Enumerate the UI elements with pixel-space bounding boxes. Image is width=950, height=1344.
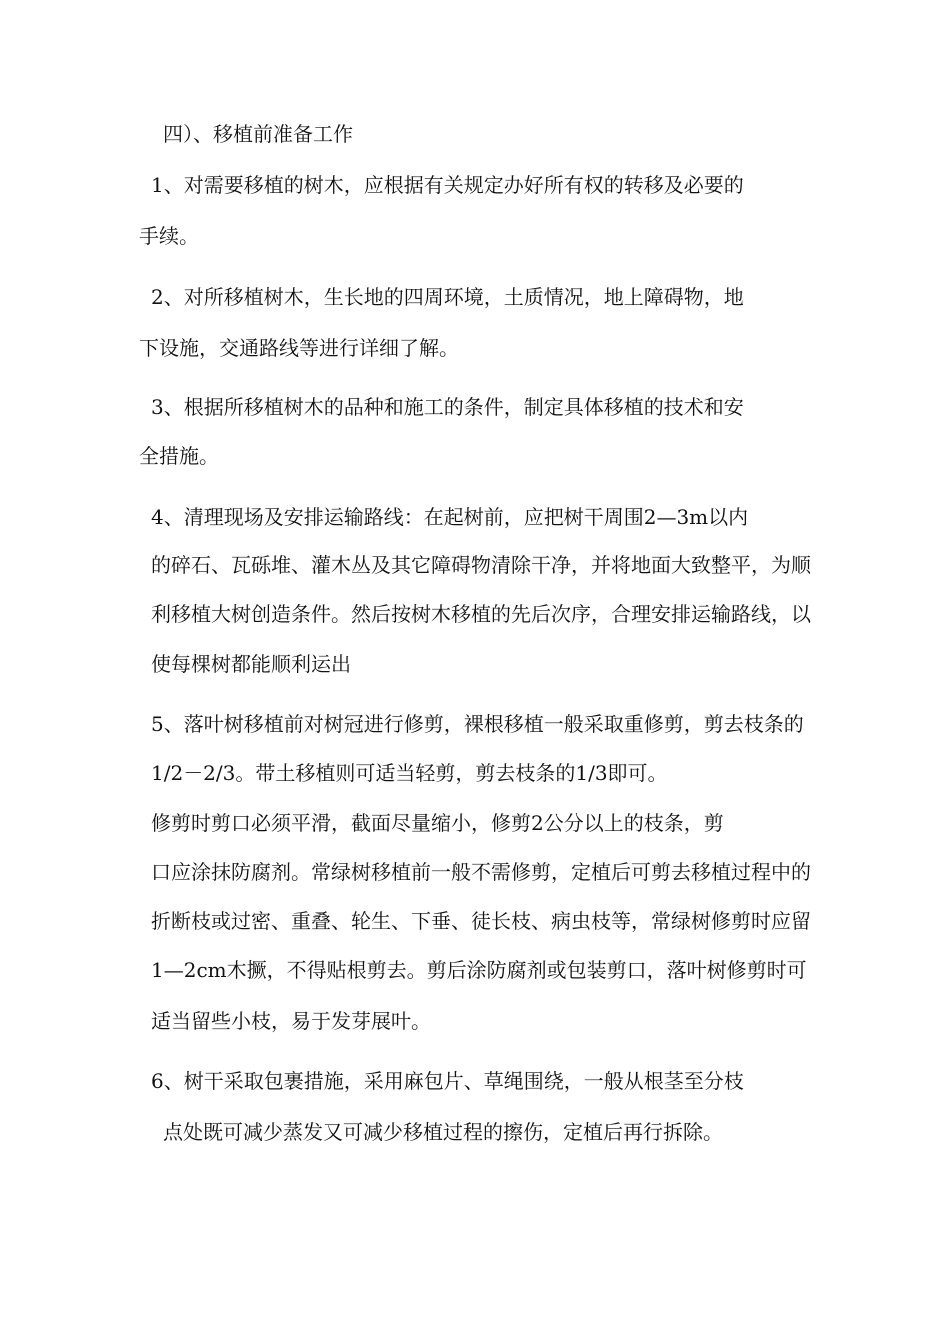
text-line: 点处既可减少蒸发又可减少移植过程的擦伤，定植后再行拆除。 xyxy=(163,1120,723,1144)
text-line: 5、落叶树移植前对树冠进行修剪，裸根移植一般采取重修剪，剪去枝条的 xyxy=(151,712,804,736)
text-line: 6、树干采取包裹措施，采用麻包片、草绳围绕，一般从根茎至分枝 xyxy=(151,1069,744,1093)
text-line: 1、对需要移植的树木，应根据有关规定办好所有权的转移及必要的 xyxy=(151,173,744,197)
text-line: 3、根据所移植树木的品种和施工的条件，制定具体移植的技术和安 xyxy=(151,395,744,419)
text-line: 的碎石、瓦砾堆、灌木丛及其它障碍物清除干净，并将地面大致整平，为顺 xyxy=(151,553,811,577)
text-line: 折断枝或过密、重叠、轮生、下垂、徒长枝、病虫枝等，常绿树修剪时应留 xyxy=(151,909,811,933)
section-heading: 四）、移植前准备工作 xyxy=(163,122,353,146)
text-line: 修剪时剪口必须平滑，截面尽量缩小，修剪2公分以上的枝条，剪 xyxy=(151,811,724,835)
text-line: 4、清理现场及安排运输路线：在起树前，应把树干周围2—3m以内 xyxy=(151,505,749,529)
text-line: 下设施，交通路线等进行详细了解。 xyxy=(139,336,459,360)
text-line: 利移植大树创造条件。然后按树木移植的先后次序，合理安排运输路线，以 xyxy=(151,602,811,626)
text-line: 口应涂抹防腐剂。常绿树移植前一般不需修剪，定植后可剪去移植过程中的 xyxy=(151,860,811,884)
text-line: 手续。 xyxy=(139,224,199,248)
text-line: 1/2－2/3。带土移植则可适当轻剪，剪去枝条的1/3即可。 xyxy=(151,761,668,785)
text-line: 适当留些小枝，易于发芽展叶。 xyxy=(151,1009,431,1033)
text-line: 全措施。 xyxy=(139,444,219,468)
text-line: 使每棵树都能顺利运出 xyxy=(151,652,351,676)
text-line: 1—2cm木撅，不得贴根剪去。剪后涂防腐剂或包装剪口，落叶树修剪时可 xyxy=(151,958,807,982)
text-line: 2、对所移植树木，生长地的四周环境，土质情况，地上障碍物，地 xyxy=(151,285,744,309)
